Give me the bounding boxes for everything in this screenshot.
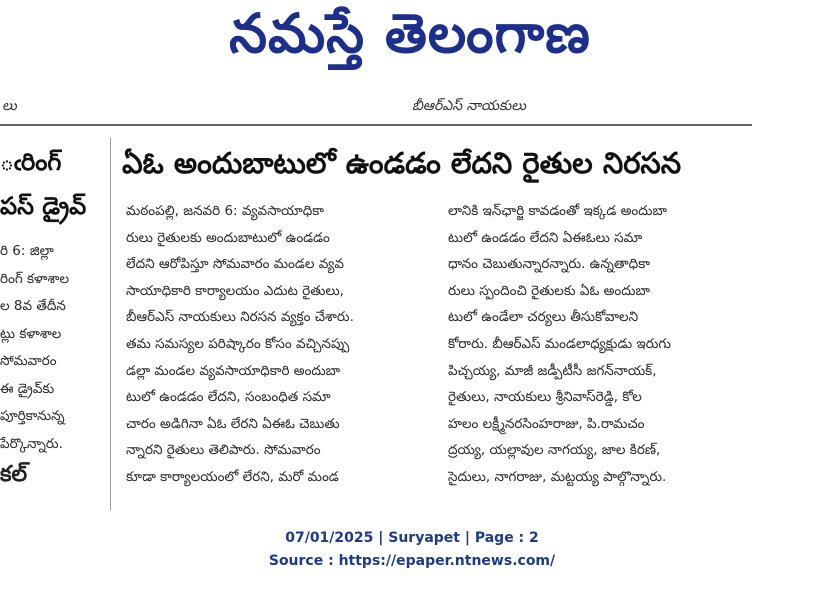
left-body-line: ఈ డ్రైవ్‌కు	[0, 380, 55, 397]
article-line: కూడా కార్యాలయంలో లేరని, మరో మండ	[126, 468, 339, 485]
left-headline-line-1: ఁరింగ్	[0, 148, 62, 176]
left-body-line: పేర్కొన్నారు.	[0, 435, 63, 452]
article-line: కోరారు. బీఆర్ఎస్ మండలాధ్యక్షుడు ఇరుగు	[448, 335, 671, 352]
article-column-2	[448, 198, 748, 510]
left-article-body	[0, 238, 108, 458]
article-line: బీఆర్ఎస్ నాయకులు నిరసన వ్యక్తం చేశారు.	[126, 309, 354, 326]
left-headline-line-2: పస్ డ్రైవ్	[0, 192, 87, 220]
article-line: లేదని ఆరోపిస్తూ సోమవారం మండల వ్యవ	[126, 256, 344, 273]
article-line: సైదులు, నాగరాజు, మట్టయ్య పాల్గొన్నారు.	[448, 468, 667, 485]
left-article-column	[0, 140, 108, 512]
top-right-caption: బీఆర్ఎస్ నాయకులు	[412, 98, 526, 114]
article-line: పిచ్చయ్య, మాజీ జడ్పీటీసీ జగన్‌నాయక్,	[448, 362, 657, 379]
left-body-line: సోమవారం	[0, 353, 57, 369]
article-line: చారం అడిగినా ఏఓ లేరని ఏఈఓ చెబుతు	[126, 415, 340, 432]
article-line: రైతులు, నాయకులు శ్రీనివాస్‌రెడ్డి, కోల	[448, 389, 642, 406]
article-line: రులు రైతులకు అందుబాటులో ఉండడం	[126, 229, 330, 246]
article-line: లానికి ఇన్‌ఛార్జి కావడంతో ఇక్కడ అందుబా	[448, 203, 667, 219]
article-line: తమ సమస్యల పరిష్కారం కోసం వచ్చినప్పు	[126, 335, 350, 352]
column-divider	[110, 138, 111, 510]
article-line: మఠంపల్లి, జనవరి 6: వ్యవసాయాధికా	[126, 203, 324, 219]
article-line: సాయాధికారి కార్యాలయం ఎదుట రైతులు,	[126, 282, 344, 299]
article-headline: ఏఓ అందుబాటులో ఉండడం లేదని రైతుల నిరసన	[122, 146, 682, 180]
left-body-line: ల 8వ తేదీన	[0, 298, 66, 314]
header-rule	[0, 124, 752, 126]
left-body-line: రింగ్ కళాశాల	[0, 270, 70, 287]
article-line: హలం లక్ష్మీనరసింహరాజు, పి.రామచం	[448, 415, 645, 432]
article-line: డల్లా మండల వ్యవసాయాధికారి అందుబా	[126, 362, 341, 379]
footer-date-edition-page: 07/01/2025 | Suryapet | Page : 2	[285, 530, 539, 546]
left-body-line: రి 6: జిల్లా	[0, 243, 54, 259]
article-line: టులో ఉండడం లేదని ఏఈఓలు సమా	[448, 229, 643, 246]
left-bottom-headline: కల్	[0, 462, 28, 487]
article-line: ద్రయ్య, యల్లావుల నాగయ్య, జాల కిరణ్,	[448, 442, 661, 459]
masthead-logo: నమస్తే తెలంగాణ	[229, 1, 591, 65]
left-body-line: పూర్తికానున్న	[0, 408, 65, 424]
top-left-text-fragment: లు	[2, 98, 17, 114]
left-body-line: ట్లు కళాశాల	[0, 325, 62, 342]
article-line: న్నారని రైతులు తెలిపారు. సోమవారం	[126, 442, 321, 459]
article-line: రులు స్పందించి రైతులకు ఏఓ అందుబా	[448, 282, 650, 299]
footer-source-link[interactable]: Source : https://epaper.ntnews.com/	[268, 553, 556, 569]
article-column-1	[126, 198, 426, 510]
article-line: టులో ఉండేలా చర్యలు తీసుకోవాలని	[448, 309, 639, 326]
article-line: ధానం చెబుతున్నారన్నారు. ఉన్నతాధికా	[448, 256, 650, 273]
article-line: టులో ఉండడం లేదని, సంబంధిత సమా	[126, 389, 331, 406]
